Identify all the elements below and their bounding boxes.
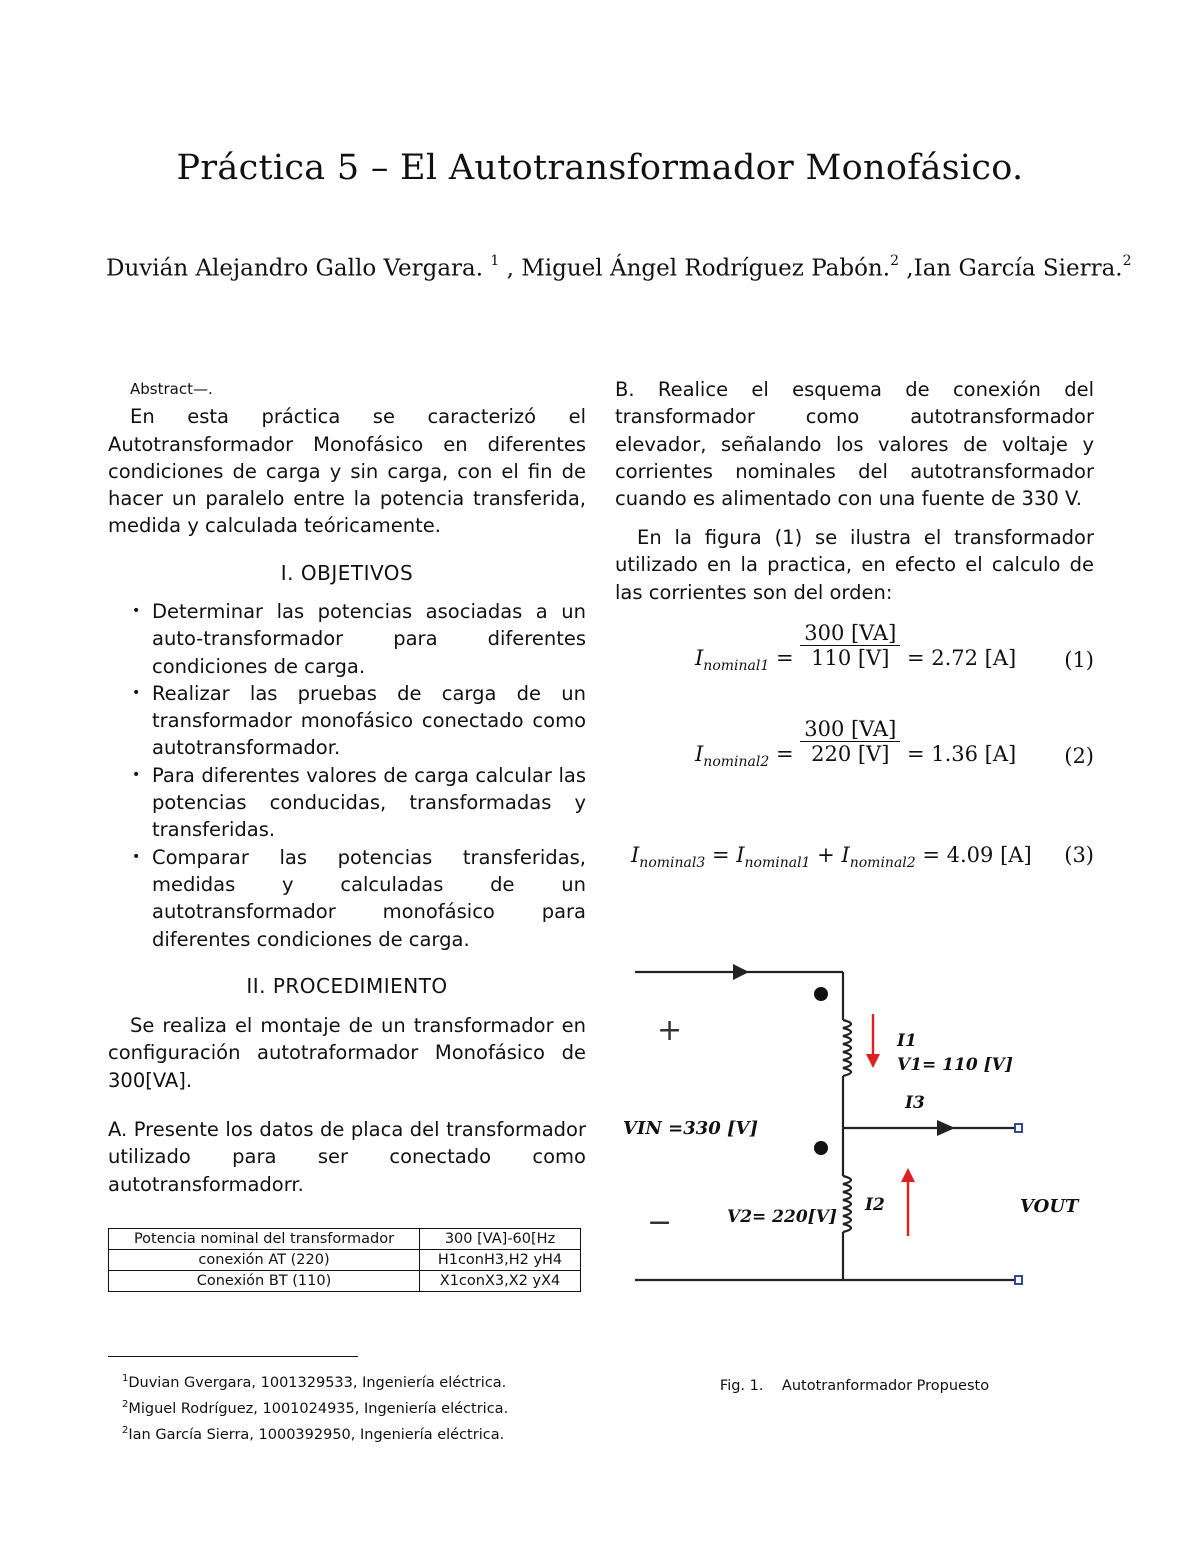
author-line	[106, 255, 1132, 282]
equation-2: $I_{nominal2}$ = $\frac{300 [VA]}{220 [V]}$ = 1.36 [A] (2)	[695, 717, 1094, 771]
nameplate-table	[108, 1228, 581, 1292]
table-row	[109, 1250, 581, 1271]
table-cell: 300 [VA]-60[Hz	[420, 1229, 581, 1250]
author-3-affiliation: 2	[1122, 253, 1132, 269]
part-a-text: A. Presente los datos de placa del transformador utilizado para ser conectado como autotransformadorr.	[108, 1118, 586, 1196]
i3-label: I3	[905, 1093, 925, 1113]
author-2: Miguel Ángel Rodríguez Pabón.	[521, 255, 891, 282]
author-2-affiliation: 2	[890, 253, 899, 269]
footnote: $^2$Ian García Sierra, 1000392950, Ingeniería eléctrica.	[122, 1424, 505, 1443]
table-cell: conexión AT (220)	[109, 1250, 420, 1271]
section-heading-procedimiento: II. PROCEDIMIENTO	[246, 974, 448, 998]
equation-1: $I_{nominal1}$ = $\frac{300 [VA]}{110 [V]}$ = 2.72 [A] (1)	[695, 621, 1094, 675]
list-item: • Para diferentes valores de carga calcular las potencias conducidas, transformadas y transferidas.	[152, 762, 586, 844]
list-item: • Determinar las potencias asociadas a un auto-transformador para diferentes condiciones de carga.	[152, 598, 586, 680]
author-3: ,Ian García Sierra.	[906, 255, 1123, 282]
objectives-list	[130, 598, 586, 953]
down-arrow-icon	[866, 1054, 880, 1068]
terminal-icon	[1015, 1276, 1022, 1284]
terminal-icon	[1015, 1124, 1022, 1132]
lower-coil	[843, 1176, 851, 1232]
table-row	[109, 1229, 581, 1250]
author-1-affiliation: 1	[490, 253, 500, 269]
current-arrow-icon	[937, 1120, 955, 1136]
equation-number: (2)	[1064, 744, 1094, 768]
upper-coil	[843, 1020, 851, 1076]
equation-number: (1)	[1064, 648, 1094, 672]
table-cell: Potencia nominal del transformador	[109, 1229, 420, 1250]
current-arrow-icon	[733, 964, 749, 980]
table-cell: X1conX3,X2 yX4	[420, 1271, 581, 1292]
footnote: $^1$Duvian Gvergara, 1001329533, Ingeniería eléctrica.	[122, 1373, 507, 1391]
table-row	[109, 1271, 581, 1292]
footnote: $^2$Miguel Rodríguez, 1001024935, Ingeniería eléctrica.	[122, 1398, 509, 1417]
vout-label: VOUT	[1020, 1196, 1079, 1217]
footnotes	[122, 1368, 508, 1445]
abstract-text: En esta práctica se caracterizó el Autotransformador Monofásico en diferentes condiciones de carga y sin carga, con el fin de hacer un paralelo entre la potencia transferida, medida y calculada teóricamente.	[108, 405, 586, 538]
section-heading-objetivos: I. OBJETIVOS	[280, 561, 414, 585]
paper-title: Práctica 5 – El Autotransformador Monofásico.	[176, 148, 1024, 188]
v2-label: V2= 220[V]	[727, 1207, 837, 1227]
i1-label: I1	[897, 1031, 917, 1051]
polarity-dot	[814, 1141, 828, 1155]
autotransformer-circuit-diagram	[615, 950, 1095, 1300]
table-cell: H1conH3,H2 yH4	[420, 1250, 581, 1271]
figure-reference-text: En la figura (1) se ilustra el transformador utilizado en la practica, en efecto el calculo de las corrientes son del orden:	[615, 526, 1094, 604]
up-arrow-icon	[901, 1168, 915, 1182]
minus-sign: −	[647, 1205, 673, 1240]
nameplate-table-wrap	[108, 1228, 581, 1292]
abstract-label: Abstract—.	[130, 380, 213, 398]
plus-sign: +	[657, 1013, 683, 1048]
abstract-block	[108, 376, 586, 540]
figure-caption: Fig. 1. Autotranformador Propuesto	[719, 1378, 990, 1394]
vin-label: VIN =330 [V]	[623, 1118, 759, 1139]
equation-number: (3)	[1064, 843, 1094, 867]
list-item: • Realizar las pruebas de carga de un transformador monofásico conectado como autotransformador.	[152, 680, 586, 762]
equation-3: $I_{nominal3} = I_{nominal1} + I_{nominal2} = 4.09$ [A] (3)	[631, 843, 1094, 872]
author-separator: ,	[506, 255, 514, 282]
v1-label: V1= 110 [V]	[897, 1055, 1013, 1075]
author-1: Duvián Alejandro Gallo Vergara.	[106, 255, 484, 282]
table-cell: Conexión BT (110)	[109, 1271, 420, 1292]
polarity-dot	[814, 987, 828, 1001]
list-item: • Comparar las potencias transferidas, medidas y calculadas de un autotransformador monofásico para diferentes condiciones de carga.	[152, 844, 586, 953]
footnote-rule	[108, 1356, 358, 1357]
part-b-text: B. Realice el esquema de conexión del transformador como autotransformador elevador, señalando los valores de voltaje y corrientes nominales del autotransformador cuando es alimentado con una fuente de 330 V.	[615, 378, 1094, 511]
i2-label: I2	[865, 1195, 885, 1215]
procedure-intro: Se realiza el montaje de un transformador en configuración autotraformador Monofásico de 300[VA].	[108, 1014, 586, 1092]
